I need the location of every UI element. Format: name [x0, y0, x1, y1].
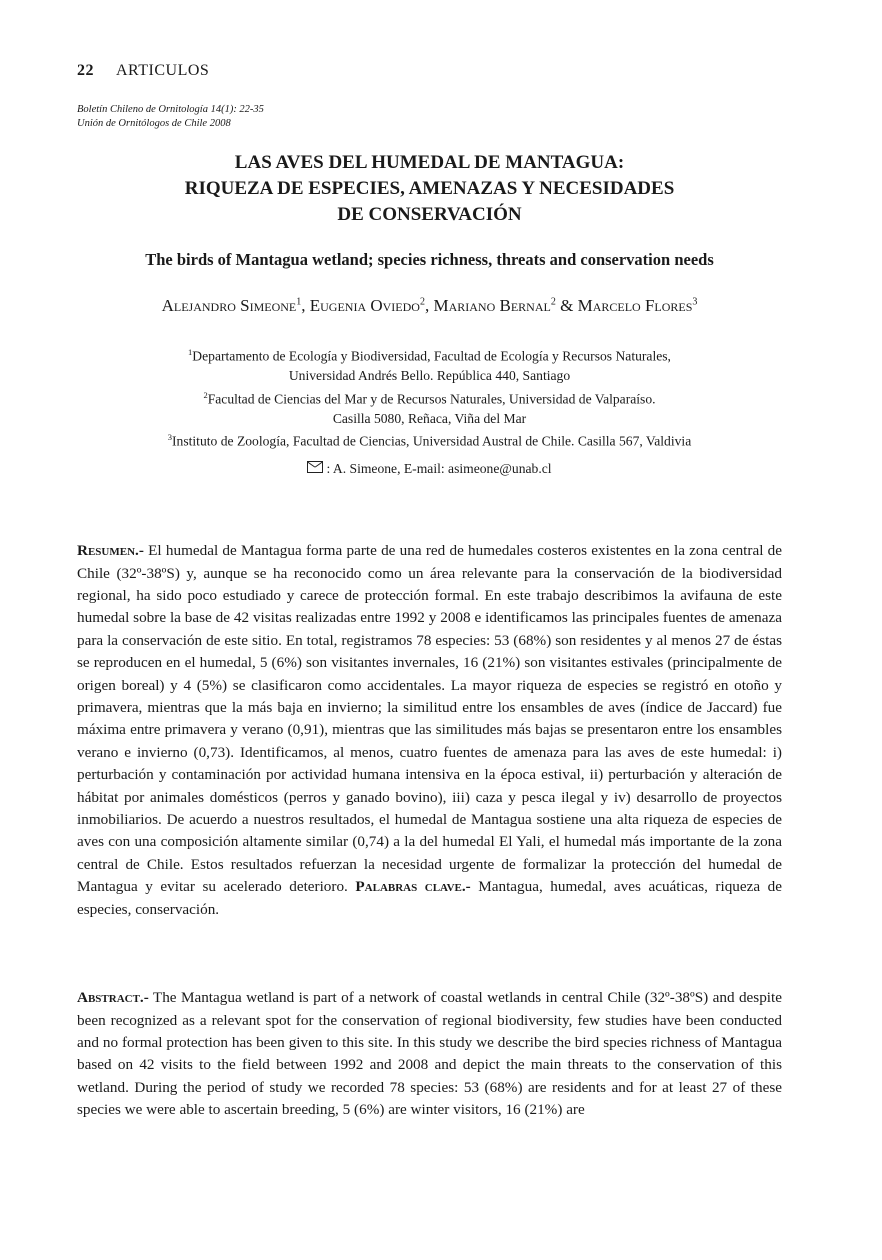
title-line-1: LAS AVES DEL HUMEDAL DE MANTAGUA: — [234, 152, 625, 173]
affiliation-marker: 1 — [188, 347, 193, 357]
abstract-paragraph — [77, 987, 782, 1121]
affiliation-3 — [77, 428, 782, 451]
resumen-body: El humedal de Mantagua forma parte de una red de humedales costeros existentes en la zona central de Chile (32º-38ºS) y, aunque se ha reconocido como un área relevante para la conservación de la biodiversidad regional, ha sido poco estudiado y carece de protección formal. En este trabajo describimos la avifauna de este humedal sobre la base de 42 visitas realizadas entre 1992 y 2008 e identificamos las principales fuentes de amenaza para la conservación de este sitio. En total, registramos 78 especies: 53 (68%) son residentes y al menos 27 de éstas se reproducen en el humedal, 5 (6%) son visitantes invernales, 16 (21%) son visitantes estivales (principalmente de origen boreal) y 4 (5%) se clasificaron como accidentales. La mayor riqueza de especies se registró en otoño y primavera, mientras que la más baja en invierno; la similitud entre los ensambles de aves (índice de Jaccard) fue máxima entre primavera y verano (0,91), mientras que las similitudes más bajas se presentaron entre los ensambles verano e invierno (0,73). Identificamos, al menos, cuatro fuentes de amenaza para las aves de este humedal: i) perturbación y contaminación por actividad humana intensiva en la época estival, ii) perturbación y alteración de hábitat por animales domésticos (perros y ganado bovino), iii) caza y pesca ilegal y iv) desarrollo de proyectos inmobiliarios. De acuerdo a nuestros resultados, el humedal de Mantagua sostiene una alta riqueza de especies de aves con una composición altamente similar (0,74) a la del humedal El Yali, el humedal más importante de la zona central de Chile. Estos resultados refuerzan la necesidad urgente de formalizar la protección del humedal de Mantagua y evitar su acelerado deterioro. — [77, 542, 782, 896]
email-text[interactable]: : A. Simeone, E-mail: asimeone@unab.cl — [326, 461, 552, 476]
affiliation-text: Departamento de Ecología y Biodiversidad, Facultad de Ecología y Recursos Naturales, — [192, 348, 671, 364]
contact-email — [77, 461, 782, 477]
keywords-heading: Palabras clave.- — [355, 878, 471, 896]
title-line-3: DE CONSERVACIÓN — [337, 204, 522, 225]
running-head — [77, 62, 209, 80]
author-list — [77, 296, 782, 316]
journal-citation — [77, 103, 264, 131]
title-line-2: RIQUEZA DE ESPECIES, AMENAZAS Y NECESIDADES — [184, 178, 675, 199]
author-name: Marcelo Flores — [577, 296, 693, 315]
mail-icon — [307, 461, 323, 473]
author-separator: & — [555, 296, 578, 315]
affiliation-marker: 2 — [203, 389, 208, 400]
author-separator: , — [301, 296, 310, 315]
journal-line-1: Boletín Chileno de Ornitología 14(1): 22-35 — [77, 104, 264, 115]
author-name: Eugenia Oviedo — [309, 296, 420, 315]
journal-line-2: Unión de Ornitólogos de Chile 2008 — [77, 118, 231, 129]
abstract-heading: Abstract.- — [77, 989, 149, 1007]
affiliation-2-cont: Casilla 5080, Reñaca, Viña del Mar — [332, 410, 527, 426]
keywords-text: Mantagua, humedal, aves acuáticas, riqueza de especies, conservación. — [77, 878, 782, 918]
author-affil-marker: 3 — [692, 296, 698, 308]
resumen-paragraph — [77, 540, 782, 921]
affiliations — [77, 343, 782, 451]
author-name: Mariano Bernal — [433, 296, 551, 315]
affiliation-text: Instituto de Zoología, Facultad de Ciencias, Universidad Austral de Chile. Casilla 567, Valdivia — [172, 433, 692, 449]
affiliation-2 — [77, 386, 782, 409]
author-separator: , — [424, 296, 434, 315]
author-affil-marker: 2 — [419, 296, 425, 308]
affiliation-text: Facultad de Ciencias del Mar y de Recursos Naturales, Universidad de Valparaíso. — [207, 391, 656, 407]
article-title — [77, 150, 782, 228]
section-label: ARTICULOS — [116, 62, 210, 79]
author-affil-marker: 1 — [296, 296, 302, 308]
page-number: 22 — [77, 62, 94, 79]
affiliation-1 — [77, 343, 782, 366]
affiliation-1-cont: Universidad Andrés Bello. República 440, Santiago — [288, 368, 571, 384]
english-title: The birds of Mantagua wetland; species richness, threats and conservation needs — [145, 250, 714, 269]
author-affil-marker: 2 — [550, 296, 556, 308]
affiliation-marker: 3 — [167, 432, 172, 443]
abstract-body: The Mantagua wetland is part of a network of coastal wetlands in central Chile (32º-38ºS) and despite been recognized as a relevant spot for the conservation of regional biodiversity, few studies have been conducted and no formal protection has been given to this site. In this study we describe the bird species richness of Mantagua based on 42 visits to the field between 1992 and 2008 and depict the main threats to the conservation of this wetland. During the period of study we recorded 78 species: 53 (68%) are residents and for at least 27 of these species we were able to ascertain breeding, 5 (6%) are winter visitors, 16 (21%) are — [77, 989, 782, 1119]
resumen-heading: Resumen.- — [77, 542, 144, 560]
author-name: Alejandro Simeone — [161, 296, 297, 315]
